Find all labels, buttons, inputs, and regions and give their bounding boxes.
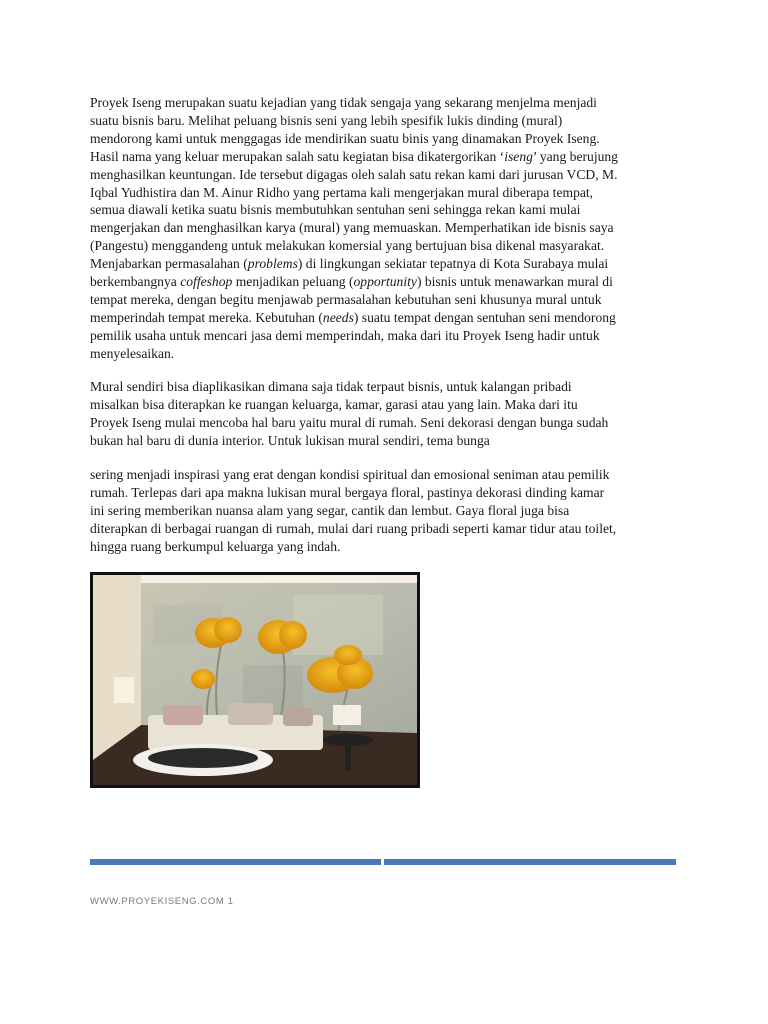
floral-mural-photo bbox=[90, 572, 420, 788]
text-segment: berkembangnya bbox=[90, 274, 181, 290]
text-line: Iqbal Yudhistira dan M. Ainur Ridho yang pertama kali mengerjakan mural diberapa tempat, bbox=[90, 184, 594, 200]
text-segment: Hasil nama yang keluar merupakan salah satu kegiatan bisa dikatergorikan ‘ bbox=[90, 148, 505, 164]
text-line: bukan hal baru di dunia interior. Untuk lukisan mural sendiri, tema bunga bbox=[90, 432, 490, 448]
text-line: menghasilkan keuntungan. Ide tersebut digagas oleh salah satu rekan kami dari jurusan VCD, M. bbox=[90, 166, 618, 182]
text-line bbox=[90, 255, 682, 273]
text-segment: ) suatu tempat dengan sentuhan seni mendorong bbox=[353, 309, 616, 325]
text-line: Mural sendiri bisa diaplikasikan dimana saja tidak terpaut bisnis, untuk kalangan pribadi bbox=[90, 379, 572, 394]
paragraph-mural-home bbox=[90, 378, 682, 450]
text-line: Proyek Iseng merupakan suatu kejadian yang tidak sengaja yang sekarang menjelma menjadi bbox=[90, 95, 597, 110]
footer-rule-left bbox=[90, 859, 381, 865]
paragraph-floral bbox=[90, 466, 682, 556]
footer-url: WWW.PROYEKISENG.COM 1 bbox=[90, 896, 234, 907]
text-line: diterapkan di berbagai ruangan di rumah, mulai dari ruang pribadi seperti kamar tidur atau toilet, bbox=[90, 520, 617, 536]
italic-term: opportunity bbox=[353, 274, 417, 290]
paragraph-intro bbox=[90, 94, 682, 363]
text-line: misalkan bisa diterapkan ke ruangan keluarga, kamar, garasi atau yang lain. Maka dari itu bbox=[90, 396, 578, 412]
text-line bbox=[90, 148, 682, 166]
text-line: semua diawali ketika suatu bisnis membutuhkan sentuhan seni sehingga rekan kami mulai bbox=[90, 202, 581, 218]
text-line: rumah. Terlepas dari apa makna lukisan mural bergaya floral, pastinya dekorasi dinding kamar bbox=[90, 484, 605, 500]
italic-term: needs bbox=[322, 309, 354, 325]
text-line bbox=[90, 273, 682, 291]
italic-term: iseng bbox=[504, 148, 533, 164]
text-segment: ) bisnis untuk menawarkan mural di bbox=[416, 274, 613, 290]
text-line: pemilik usaha untuk mencari jasa demi memperindah, maka dari itu Proyek Iseng hadir untuk bbox=[90, 327, 600, 343]
italic-term: coffeshop bbox=[180, 274, 233, 290]
text-line: mengerjakan dan menghasilkan karya (mural) yang memuaskan. Memperhatikan ide bisnis saya bbox=[90, 220, 614, 236]
text-line: tempat mereka, dengan begitu menjawab permasalahan kebutuhan seni khusunya mural untuk bbox=[90, 291, 602, 307]
text-line: sering menjadi inspirasi yang erat dengan kondisi spiritual dan emosional seniman atau pemilik bbox=[90, 467, 610, 482]
italic-term: problems bbox=[247, 256, 298, 272]
footer-rule-right bbox=[384, 859, 676, 865]
text-line: suatu bisnis baru. Melihat peluang bisnis seni yang lebih spesifik lukis dinding (mural) bbox=[90, 112, 563, 128]
text-line bbox=[90, 309, 682, 327]
text-segment: ’ yang berujung bbox=[532, 148, 618, 164]
text-segment: memperindah tempat mereka. Kebutuhan ( bbox=[90, 309, 323, 325]
text-line: ini sering memberikan nuansa alam yang segar, cantik dan lembut. Gaya floral juga bisa bbox=[90, 502, 570, 518]
text-segment: Menjabarkan permasalahan ( bbox=[90, 256, 248, 272]
text-line: menyelesaikan. bbox=[90, 345, 175, 361]
text-line: mendorong kami untuk menggagas ide mendirikan suatu binis yang dinamakan Proyek Iseng. bbox=[90, 130, 600, 146]
text-line: Proyek Iseng mulai mencoba hal baru yaitu mural di rumah. Seni dekorasi dengan bunga sudah bbox=[90, 414, 609, 430]
text-segment: menjadikan peluang ( bbox=[232, 274, 354, 290]
text-segment: ) di lingkungan sekiatar tepatnya di Kota Surabaya mulai bbox=[297, 256, 609, 272]
text-line: hingga ruang berkumpul keluarga yang indah. bbox=[90, 538, 341, 554]
text-line: (Pangestu) menggandeng untuk melakukan komersial yang bertujuan bisa dikenal masyarakat. bbox=[90, 238, 605, 254]
